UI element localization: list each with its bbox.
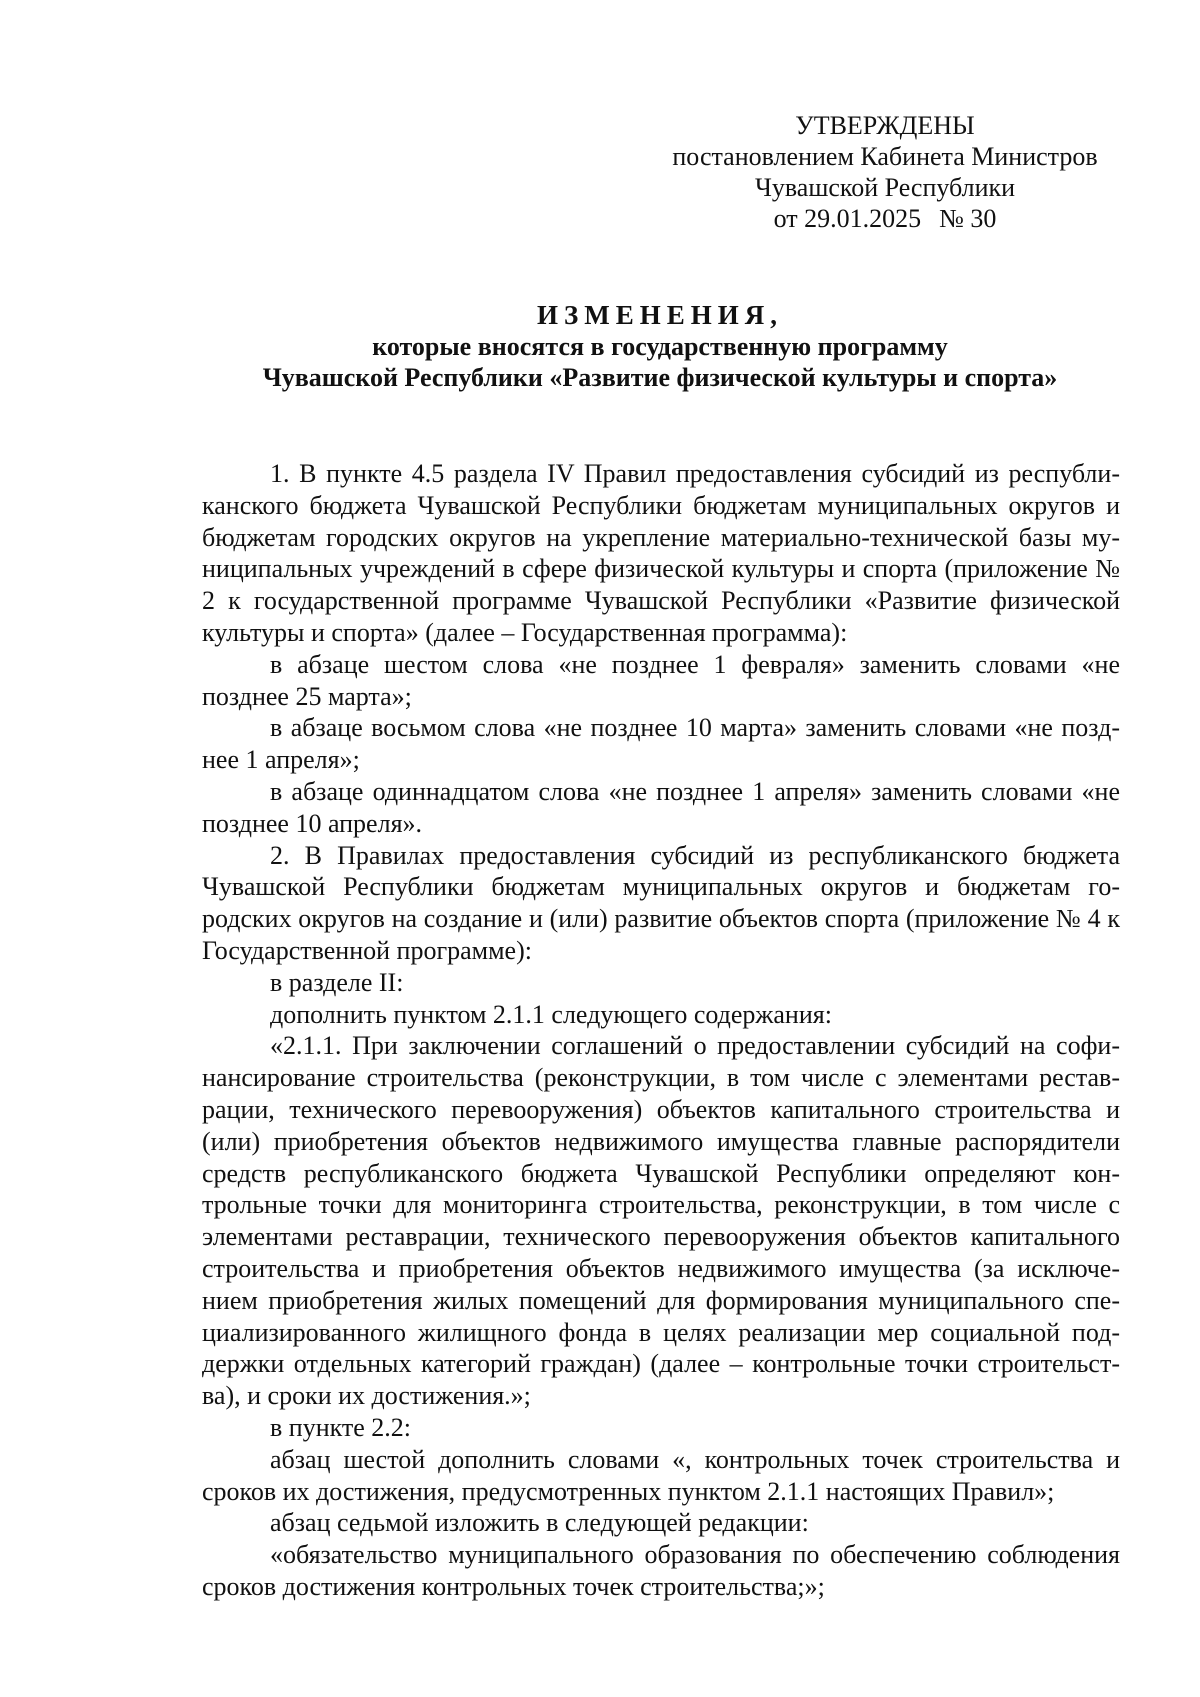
document-subtitle-line-2: Чувашской Республики «Развитие физической культуры и спорта» (262, 363, 1058, 392)
paragraph-2: в абзаце шестом слова «не позднее 1 февраля» заменить словами «не позднее 25 марта»; (202, 649, 1120, 711)
approval-block (660, 110, 1110, 234)
document-body (202, 458, 1120, 1603)
approval-date-line (660, 203, 1110, 234)
paragraph-6: в разделе II: (270, 967, 404, 997)
paragraph-10: абзац шестой дополнить словами «, контрольных точек строительства и сроков их достижения, предусмотренных пунктом 2.1.1 настоящих Правил»; (202, 1444, 1120, 1506)
paragraph-8: «2.1.1. При заключении соглашений о предоставлении субсидий на софинансирование строительства (реконструкции, в том числе с элементами реставрации, технического перевооружения) объектов капитального строительства и (или) приобретения объектов недвижимого имущества главные распорядители средств республиканского бюджета Чувашской Республики определяют контрольные точки для мониторинга строительства, реконструкции, в том числе с элементами реставрации, технического перевооружения объектов капитального строительства и приобретения объектов недвижимого имущества (за исключением приобретения жилых помещений для формирования муниципального специализированного жилищного фонда в целях реализации мер социальной поддержки отдельных категорий граждан) (далее – контрольные точки строительства), и сроки их достижения.»; (202, 1031, 1120, 1411)
document-title: ИЗМЕНЕНИЯ, (536, 300, 783, 330)
approval-date: от 29.01.2025 (773, 204, 922, 233)
document-subtitle-line-1: которые вносятся в государственную программу (372, 332, 948, 361)
paragraph-1: 1. В пункте 4.5 раздела IV Правил предоставления субсидий из республиканского бюджета Чувашской Республики бюджетам муниципальных округов и бюджетам городских округов на укрепление материально-технической базы муниципальных учреждений в сфере физической культуры и спорта (приложение № 2 к государственной программе Чувашской Республики «Развитие физической культуры и спорта» (далее – Государственная программа): (202, 459, 1120, 647)
approval-region: Чувашской Республики (754, 173, 1016, 202)
paragraph-9: в пункте 2.2: (270, 1412, 412, 1442)
paragraph-5: 2. В Правилах предоставления субсидий из республиканского бюджета Чувашской Республики бюджетам муниципальных округов и бюджетам городских округов на создание и (или) развитие объектов спорта (приложение № 4 к Государственной программе): (202, 840, 1120, 965)
paragraph-12: «обязательство муниципального образования по обеспечению соблюдения сроков достижения контрольных точек строительства;»; (202, 1540, 1120, 1601)
paragraph-11: абзац седьмой изложить в следующей редакции: (270, 1508, 809, 1538)
document-heading (200, 300, 1120, 393)
paragraph-7: дополнить пунктом 2.1.1 следующего содержания: (270, 999, 832, 1029)
approval-title: УТВЕРЖДЕНЫ (795, 111, 975, 140)
paragraph-4: в абзаце одиннадцатом слова «не позднее 1 апреля» заменить словами «не позднее 10 апреля». (202, 776, 1120, 838)
paragraph-3: в абзаце восьмом слова «не позднее 10 марта» заменить словами «не позднее 1 апреля»; (202, 713, 1120, 775)
approval-number: № 30 (939, 204, 997, 233)
approval-authority: постановлением Кабинета Министров (672, 142, 1098, 171)
